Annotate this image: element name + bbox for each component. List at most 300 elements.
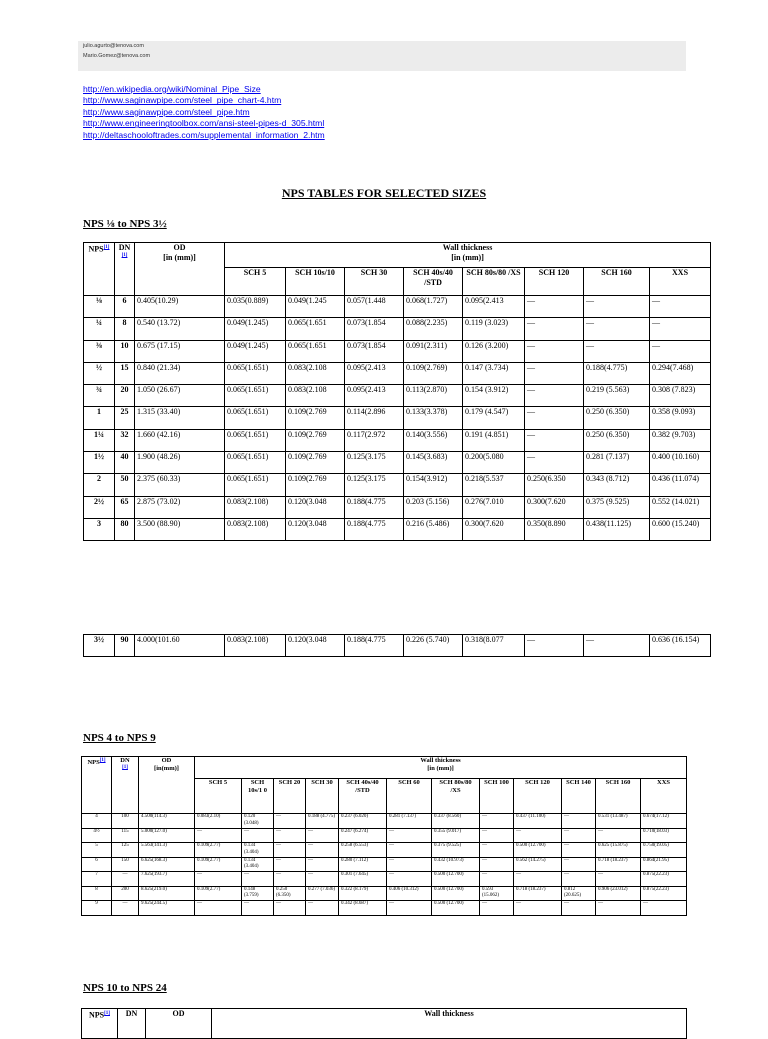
value-cell: 0.308 (7.823) — [650, 385, 711, 407]
value-cell: — — [562, 828, 596, 843]
value-cell: 0.133(3.378) — [404, 407, 463, 429]
value-cell: 4.500(114.3) — [139, 814, 195, 829]
value-cell: 9.625(244.5) — [139, 901, 195, 916]
table-row — [84, 518, 711, 540]
value-cell: 8.625(219.0) — [139, 886, 195, 901]
value-cell: — — [242, 872, 274, 887]
header-od: OD [in (mm)] — [135, 243, 225, 296]
value-cell: 0.250(6.350 — [525, 474, 584, 496]
header-schedule: SCH 100 — [480, 779, 514, 814]
header-schedule: SCH 80s/80 /XS — [432, 779, 480, 814]
value-cell: 0.600 (15.240) — [650, 518, 711, 540]
dn-cell: 6 — [115, 296, 135, 318]
value-cell: 0.375 (9.525) — [432, 843, 480, 858]
value-cell: — — [306, 872, 339, 887]
value-cell: 0.300(7.620 — [463, 518, 525, 540]
value-cell: — — [274, 828, 306, 843]
value-cell: 0.119 (3.023) — [463, 318, 525, 340]
value-cell: 0.438(11.125) — [584, 518, 650, 540]
value-cell: — — [650, 318, 711, 340]
value-cell: 0.065(1.651 — [286, 318, 345, 340]
value-cell: — — [387, 857, 432, 872]
value-cell: — — [641, 901, 687, 916]
value-cell: — — [306, 857, 339, 872]
table-row — [84, 635, 711, 657]
value-cell: 0.322 (8.179) — [339, 886, 387, 901]
value-cell: 0.120 (3.048) — [242, 814, 274, 829]
value-cell: — — [525, 296, 584, 318]
value-cell: 0.120(3.048 — [286, 496, 345, 518]
nps-cell: ⅛ — [84, 296, 115, 318]
dn-cell: 40 — [115, 452, 135, 474]
value-cell: 0.674(17.12) — [641, 814, 687, 829]
value-cell: 0.114(2.896 — [345, 407, 404, 429]
dn-cell: 125 — [112, 843, 139, 858]
value-cell: 0.280 (7.112) — [339, 857, 387, 872]
header-wall-thickness: Wall thickness [in (mm)] — [225, 243, 711, 268]
nps-cell: 7 — [82, 872, 112, 887]
value-cell: — — [584, 318, 650, 340]
value-cell: 0.718 (18.237) — [514, 886, 562, 901]
dn-cell: 15 — [115, 362, 135, 384]
value-cell: — — [306, 901, 339, 916]
header-schedule: XXS — [650, 268, 711, 296]
link-saginaw-chart[interactable]: http://www.saginawpipe.com/steel_pipe_chart-4.htm — [83, 95, 282, 106]
header-schedule: XXS — [641, 779, 687, 814]
header-dn-3: DN — [118, 1009, 146, 1039]
nps-table-2 — [81, 756, 687, 916]
page-title: NPS TABLES FOR SELECTED SIZES — [281, 186, 487, 200]
value-cell: 0.343 (8.712) — [584, 474, 650, 496]
nps-table-1 — [83, 242, 711, 541]
value-cell: — — [562, 814, 596, 829]
value-cell: 4.000(101.60 — [135, 635, 225, 657]
dn-cell: 150 — [112, 857, 139, 872]
value-cell: 0.065(1.651) — [225, 429, 286, 451]
email-1: julio.agurto@tenova.com — [83, 43, 144, 49]
value-cell: 0.109(2.769 — [286, 407, 345, 429]
value-cell: 0.500 (12.700) — [514, 843, 562, 858]
value-cell: 0.065(1.651) — [225, 407, 286, 429]
value-cell: 0.219 (5.563) — [584, 385, 650, 407]
header-schedule: SCH 40s/40 /STD — [339, 779, 387, 814]
value-cell: 0.120(3.048 — [286, 518, 345, 540]
header-schedule: SCH 10s/10 — [286, 268, 345, 296]
value-cell: 0.750(19.05) — [641, 843, 687, 858]
table-row — [84, 452, 711, 474]
value-cell: — — [525, 340, 584, 362]
value-cell: 0.625 (15.875) — [596, 843, 641, 858]
value-cell: 0.134 (3.404) — [242, 843, 274, 858]
value-cell: 0.875(22.23) — [641, 886, 687, 901]
table-row — [82, 901, 687, 916]
header-schedule: SCH 120 — [514, 779, 562, 814]
nps-cell: 5 — [82, 843, 112, 858]
value-cell: 0.864(21.95) — [641, 857, 687, 872]
header-schedule: SCH 10s/1 0 — [242, 779, 274, 814]
value-cell: — — [274, 857, 306, 872]
value-cell: 0.188(4.775 — [345, 635, 404, 657]
value-cell: 0.057(1.448 — [345, 296, 404, 318]
value-cell: 0.436 (11.074) — [650, 474, 711, 496]
table-row — [84, 429, 711, 451]
dn-cell: — — [112, 872, 139, 887]
value-cell: 0.540 (13.72) — [135, 318, 225, 340]
value-cell: 0.281 (7.137) — [584, 452, 650, 474]
value-cell: 0.126 (3.200) — [463, 340, 525, 362]
dn-cell: 10 — [115, 340, 135, 362]
section-heading-1: NPS ⅛ to NPS 3½ — [83, 218, 167, 230]
value-cell: — — [562, 857, 596, 872]
value-cell: 0.350(8.890 — [525, 518, 584, 540]
header-schedule: SCH 5 — [225, 268, 286, 296]
value-cell: 0.073(1.854 — [345, 340, 404, 362]
header-wall-thickness-2: Wall thickness [in (mm)] — [195, 757, 687, 779]
value-cell: 0.065(1.651) — [225, 474, 286, 496]
dn-cell: 32 — [115, 429, 135, 451]
dn-cell: 50 — [115, 474, 135, 496]
value-cell: 0.358 (9.093) — [650, 407, 711, 429]
value-cell: 0.200(5.080 — [463, 452, 525, 474]
dn-cell: 80 — [115, 518, 135, 540]
value-cell: 0.318(8.077 — [463, 635, 525, 657]
value-cell: 0.191 (4.851) — [463, 429, 525, 451]
value-cell: 0.636 (16.154) — [650, 635, 711, 657]
nps-cell: ¼ — [84, 318, 115, 340]
value-cell: — — [195, 828, 242, 843]
value-cell: 0.203 (5.156) — [404, 496, 463, 518]
table-row — [82, 886, 687, 901]
nps-cell: 3½ — [84, 635, 115, 657]
value-cell: 0.091(2.311) — [404, 340, 463, 362]
value-cell: — — [387, 901, 432, 916]
value-cell: 0.294(7.468) — [650, 362, 711, 384]
value-cell: 0.500 (12.700) — [432, 886, 480, 901]
value-cell: — — [650, 340, 711, 362]
value-cell: 0.049(1.245) — [225, 318, 286, 340]
value-cell: — — [514, 828, 562, 843]
value-cell: — — [306, 843, 339, 858]
value-cell: 0.109(2.77) — [195, 886, 242, 901]
dn-cell: 20 — [115, 385, 135, 407]
nps-cell: ⅜ — [84, 340, 115, 362]
value-cell: 0.405(10.29) — [135, 296, 225, 318]
table-row — [84, 362, 711, 384]
value-cell: 6.625(168.3) — [139, 857, 195, 872]
value-cell: 0.531 (13.487) — [596, 814, 641, 829]
header-dn-2: DN [1] — [112, 757, 139, 814]
value-cell: 0.109(2.769 — [286, 474, 345, 496]
value-cell: 0.188(4.775) — [584, 362, 650, 384]
value-cell: — — [562, 901, 596, 916]
value-cell: 0.277 (7.036) — [306, 886, 339, 901]
value-cell: 5.000(127.0) — [139, 828, 195, 843]
dn-cell: 200 — [112, 886, 139, 901]
value-cell: 0.095(2.413 — [345, 385, 404, 407]
value-cell: — — [525, 429, 584, 451]
value-cell: 0.188(4.775 — [345, 518, 404, 540]
value-cell: 0.117(2.972 — [345, 429, 404, 451]
value-cell: 0.065(1.651) — [225, 362, 286, 384]
table-row — [82, 843, 687, 858]
value-cell: — — [525, 385, 584, 407]
value-cell: 0.095(2.413 — [463, 296, 525, 318]
value-cell: 0.812 (20.625) — [562, 886, 596, 901]
link-wikipedia[interactable]: http://en.wikipedia.org/wiki/Nominal_Pipe_Size — [83, 84, 261, 94]
value-cell: 0.276(7.010 — [463, 496, 525, 518]
value-cell: 0.875(22.23) — [641, 872, 687, 887]
header-schedule: SCH 30 — [306, 779, 339, 814]
value-cell: 0.145(3.683) — [404, 452, 463, 474]
value-cell: 0.400 (10.160) — [650, 452, 711, 474]
value-cell: 0.065(1.651) — [225, 452, 286, 474]
header-nps-3: NPS[1] — [82, 1009, 118, 1039]
value-cell: 0.083(2.108 — [286, 362, 345, 384]
value-cell: 0.109(2.77) — [195, 857, 242, 872]
value-cell: — — [584, 635, 650, 657]
header-wall-thickness-3: Wall thickness — [212, 1009, 687, 1039]
table-row — [84, 474, 711, 496]
value-cell: 0.218(5.537 — [463, 474, 525, 496]
value-cell: 0.250 (6.350) — [584, 407, 650, 429]
value-cell: — — [650, 296, 711, 318]
section-heading-3: NPS 10 to NPS 24 — [83, 982, 167, 994]
value-cell: 2.375 (60.33) — [135, 474, 225, 496]
header-dn: DN [1] — [115, 243, 135, 296]
table-row — [82, 872, 687, 887]
value-cell: — — [525, 407, 584, 429]
header-schedule: SCH 60 — [387, 779, 432, 814]
nps-cell: ½ — [84, 362, 115, 384]
link-engineeringtoolbox[interactable]: http://www.engineeringtoolbox.com/ansi-steel-pipes-d_305.html — [83, 118, 325, 129]
value-cell: — — [562, 872, 596, 887]
value-cell: 7.625(193.7) — [139, 872, 195, 887]
header-schedule: SCH 120 — [525, 268, 584, 296]
value-cell: 0.095(2.413 — [345, 362, 404, 384]
value-cell: 0.109(2.769 — [286, 429, 345, 451]
value-cell: — — [274, 872, 306, 887]
value-cell: 0.247 (6.274) — [339, 828, 387, 843]
value-cell: 0.258 (6.553) — [339, 843, 387, 858]
value-cell: 0.250 (6.350) — [274, 886, 306, 901]
value-cell: 0.109(2.769) — [404, 362, 463, 384]
value-cell: 0.125(3.175 — [345, 474, 404, 496]
value-cell: — — [480, 828, 514, 843]
value-cell: 0.140(3.556) — [404, 429, 463, 451]
value-cell: 0.500 (12.700) — [432, 901, 480, 916]
value-cell: — — [514, 901, 562, 916]
header-schedule: SCH 40s/40 /STD — [404, 268, 463, 296]
value-cell: 0.083(2.10) — [195, 814, 242, 829]
value-cell: 0.355 (9.017) — [432, 828, 480, 843]
link-deltaschool[interactable]: http://deltaschooloftrades.com/supplemental_information_2.htm — [83, 129, 325, 140]
table-row — [82, 857, 687, 872]
header-nps: NPS[1] — [84, 243, 115, 296]
value-cell: 0.301 (7.645) — [339, 872, 387, 887]
value-cell: 0.083(2.108 — [286, 385, 345, 407]
value-cell: 1.315 (33.40) — [135, 407, 225, 429]
value-cell: 0.035(0.889) — [225, 296, 286, 318]
value-cell: 0.300(7.620 — [525, 496, 584, 518]
value-cell: 2.875 (73.02) — [135, 496, 225, 518]
value-cell: 3.500 (88.90) — [135, 518, 225, 540]
value-cell: — — [387, 872, 432, 887]
value-cell: — — [195, 872, 242, 887]
dn-cell: 25 — [115, 407, 135, 429]
dn-cell: — — [112, 901, 139, 916]
header-schedule: SCH 20 — [274, 779, 306, 814]
value-cell: 0.049(1.245 — [286, 296, 345, 318]
value-cell: 5.563(141.3) — [139, 843, 195, 858]
value-cell: 0.382 (9.703) — [650, 429, 711, 451]
header-schedule: SCH 160 — [596, 779, 641, 814]
table-row — [84, 340, 711, 362]
value-cell: — — [596, 901, 641, 916]
value-cell: — — [387, 828, 432, 843]
nps-cell: 6 — [82, 857, 112, 872]
value-cell: — — [525, 635, 584, 657]
value-cell: 0.188(4.775 — [345, 496, 404, 518]
value-cell: 0.840 (21.34) — [135, 362, 225, 384]
value-cell: 0.083(2.108) — [225, 496, 286, 518]
value-cell: 0.147 (3.734) — [463, 362, 525, 384]
value-cell: — — [274, 814, 306, 829]
value-cell: 0.065(1.651 — [286, 340, 345, 362]
nps-cell: 1 — [84, 407, 115, 429]
value-cell: 0.342 (8.687) — [339, 901, 387, 916]
value-cell: 1.660 (42.16) — [135, 429, 225, 451]
value-cell: 0.113(2.870) — [404, 385, 463, 407]
header-od-2: OD [in(mm)] — [139, 757, 195, 814]
value-cell: 0.710(18.03) — [641, 828, 687, 843]
nps-table-1-continued — [83, 634, 711, 657]
value-cell: 0.375 (9.525) — [584, 496, 650, 518]
value-cell: — — [274, 843, 306, 858]
value-cell: 0.179 (4.547) — [463, 407, 525, 429]
value-cell: — — [480, 857, 514, 872]
value-cell: — — [480, 843, 514, 858]
value-cell: 0.188 (4.775) — [306, 814, 339, 829]
value-cell: 0.109(2.77) — [195, 843, 242, 858]
value-cell: — — [480, 814, 514, 829]
nps-cell: 3 — [84, 518, 115, 540]
nps-cell: 1½ — [84, 452, 115, 474]
nps-cell: 8 — [82, 886, 112, 901]
value-cell: — — [525, 362, 584, 384]
value-cell: 0.432 (10.973) — [432, 857, 480, 872]
value-cell: 0.109(2.769 — [286, 452, 345, 474]
dn-cell: 100 — [112, 814, 139, 829]
value-cell: — — [242, 901, 274, 916]
value-cell: — — [195, 901, 242, 916]
value-cell: — — [387, 843, 432, 858]
dn-cell: 8 — [115, 318, 135, 340]
dn-cell: 90 — [115, 635, 135, 657]
value-cell: 0.154(3.912) — [404, 474, 463, 496]
value-cell: 0.216 (5.486) — [404, 518, 463, 540]
value-cell: 0.718 (18.237) — [596, 857, 641, 872]
nps-cell: 9 — [82, 901, 112, 916]
value-cell: 0.281 (7.137) — [387, 814, 432, 829]
value-cell: 0.073(1.854 — [345, 318, 404, 340]
table-row — [82, 828, 687, 843]
header-schedule: SCH 30 — [345, 268, 404, 296]
value-cell: — — [562, 843, 596, 858]
value-cell: 1.050 (26.67) — [135, 385, 225, 407]
table-row — [82, 814, 687, 829]
link-saginaw-pipe[interactable]: http://www.saginawpipe.com/steel_pipe.htm — [83, 106, 250, 117]
value-cell: 0.552 (14.021) — [650, 496, 711, 518]
value-cell: 0.406 (10.312) — [387, 886, 432, 901]
value-cell: — — [525, 318, 584, 340]
value-cell: 0.088(2.235) — [404, 318, 463, 340]
header-od-3: OD — [146, 1009, 212, 1039]
value-cell: — — [525, 452, 584, 474]
nps-cell: 4½ — [82, 828, 112, 843]
value-cell: 0.562 (14.275) — [514, 857, 562, 872]
value-cell: — — [306, 828, 339, 843]
value-cell: 0.226 (5.740) — [404, 635, 463, 657]
nps-cell: 2 — [84, 474, 115, 496]
value-cell: 0.593 (15.062) — [480, 886, 514, 901]
value-cell: 0.237 (6.020) — [339, 814, 387, 829]
value-cell: 0.125(3.175 — [345, 452, 404, 474]
value-cell: — — [584, 340, 650, 362]
table-row — [84, 385, 711, 407]
header-nps-2: NPS[1] — [82, 757, 112, 814]
table-row — [84, 496, 711, 518]
value-cell: 0.148 (3.759) — [242, 886, 274, 901]
value-cell: 0.437 (11.100) — [514, 814, 562, 829]
dn-cell: 115 — [112, 828, 139, 843]
value-cell: 0.500 (12.700) — [432, 872, 480, 887]
reference-links — [83, 84, 325, 141]
value-cell: 0.049(1.245) — [225, 340, 286, 362]
value-cell: — — [480, 872, 514, 887]
email-list — [78, 41, 686, 71]
value-cell: 0.337 (8.560) — [432, 814, 480, 829]
table-row — [84, 296, 711, 318]
value-cell: 0.120(3.048 — [286, 635, 345, 657]
value-cell: 0.154 (3.912) — [463, 385, 525, 407]
value-cell: 0.083(2.108) — [225, 635, 286, 657]
header-schedule: SCH 160 — [584, 268, 650, 296]
value-cell: — — [596, 828, 641, 843]
section-heading-2: NPS 4 to NPS 9 — [83, 732, 156, 744]
value-cell: — — [584, 296, 650, 318]
value-cell: 0.083(2.108) — [225, 518, 286, 540]
value-cell: — — [596, 872, 641, 887]
nps-cell: 4 — [82, 814, 112, 829]
value-cell: 0.068(1.727) — [404, 296, 463, 318]
nps-cell: 1¼ — [84, 429, 115, 451]
header-schedule: SCH 5 — [195, 779, 242, 814]
table-row — [84, 407, 711, 429]
value-cell: 0.250 (6.350) — [584, 429, 650, 451]
header-schedule: SCH 80s/80 /XS — [463, 268, 525, 296]
value-cell: — — [480, 901, 514, 916]
email-2: Mario.Gomez@tenova.com — [83, 53, 151, 59]
header-schedule: SCH 140 — [562, 779, 596, 814]
dn-cell: 65 — [115, 496, 135, 518]
nps-cell: ¾ — [84, 385, 115, 407]
value-cell: 0.065(1.651) — [225, 385, 286, 407]
value-cell: — — [514, 872, 562, 887]
table-row — [84, 318, 711, 340]
value-cell: 0.906 (23.012) — [596, 886, 641, 901]
nps-cell: 2½ — [84, 496, 115, 518]
value-cell: — — [242, 828, 274, 843]
